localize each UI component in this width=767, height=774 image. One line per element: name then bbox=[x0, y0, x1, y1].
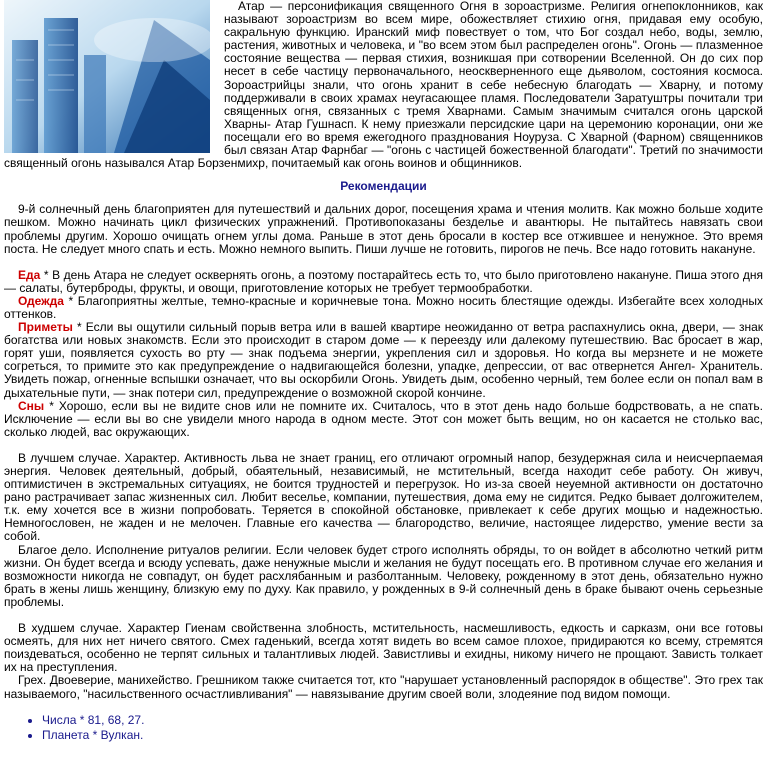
dreams-label: Сны bbox=[18, 398, 45, 413]
clothes-paragraph bbox=[4, 295, 763, 321]
dreams-text: * Хорошо, если вы не видите снов или не помните их. Считалось, что в этот день надо больше бодрствовать, а не спать. Исключение — если вы во сне увидели много народа в одном месте. Этот сон может быть вещим, но он касается не столько вас, сколько людей, вас окружающих. bbox=[4, 398, 763, 439]
list-item: • Планета * Вулкан. bbox=[42, 728, 763, 743]
food-text: * В день Атара не следует осквернять огонь, а поэтому постарайтесь есть то, что было приготовлено накануне. Пиша этого дня — салаты, бутерброды, фрукты, и овощи, приготовление которых не требует термообработки. bbox=[4, 267, 763, 295]
omens-text: * Если вы ощутили сильный порыв ветра или в вашей квартире неожиданно от ветра распахнулись окна, двери, — знак богатства или новых знакомств. Если это происходит в старом доме — к переезду или далекому путешествию. Вас бросает в жар, горят уши, появляется сухость во рту — знак подъема энергии, укрепления сил и здоровья. Но когда вы мерзнете и не можете согреться, то примите это как предупреждение о надвигающейся болезни, упадке, депрессии, от вас отвернется Ангел- Хранитель. Увидеть пожар, огненные вспышки означает, что вы оскорбили Огонь. Увидеть дым, особенно черный, тем более если он попал вам в дыхательные пути, — знак потери сил, предупреждение о возможной скорой кончине. bbox=[4, 320, 763, 400]
worst-case-paragraph: В худшем случае. Характер Гиенам свойственна злобность, мстительность, насмешливость, едкость и сарказм, они все готовы осмеять, для них нет ничего святого. Смех гаденький, всегда хотят видеть во всем самое плохое, придираются ко всему, стремятся поиздеваться, особенно не терпят сильных и талантливых людей. Завистливы и ехидны, никому ничего не прощают. Зависть толкает их на преступления. bbox=[4, 621, 763, 675]
sin-paragraph: Грех. Двоеверие, манихейство. Грешником также считается тот, кто "нарушает установленный распорядок в обществе". Это грех так называемого, "насильственного осчастливливания" — навязывание другим своей воли, злодеяние под видом помощи. bbox=[4, 673, 763, 701]
recommendations-paragraph: 9-й солнечный день благоприятен для путешествий и дальних дорог, посещения храма и чтения молитв. Как можно больше ходите пешком. Можно начинать цикл физических упражнений. Противопоказаны безделье и авантюры. Не пытайтесь навязать свои проблемы другим. Хорошо очищать огнем углы дома. Раньше в этот день бросали в костер все отжившее и ненужное. Это время поста. Не следует много спать и есть. Можно немного выпить. Пиши лучше не готовить, пирогов не печь. Все надо готовить накануне. bbox=[4, 202, 763, 256]
dreams-paragraph bbox=[4, 400, 763, 439]
omens-label: Приметы bbox=[18, 320, 73, 335]
best-case-paragraph: В лучшем случае. Характер. Активность льва не знает границ, его отличают огромный напор, безудержная сила и неисчерпаемая энергия. Человек деятельный, добрый, обаятельный, независимый, не мстительный, всегда находит себе работу. Он живуч, оптимистичен в экстремальных ситуациях, не боится трудностей и перегрузок. Но из-за своей неуемной активности он достаточно рано растрачивает запас жизненных сил. Любит веселье, компании, путешествия, дома ему не сидится. Редко бывает долгожителем, т.к. ему хочется все в жизни попробовать. Теряется в спокойной обстановке, привлекает к себе других мощью и надежностью. Немногословен, не жаден и не мелочен. Главные его качества — благородство, величие, настоящее лидерство, умение вести за собой. bbox=[4, 450, 763, 544]
clothes-label: Одежда bbox=[18, 293, 64, 308]
hero-image bbox=[4, 0, 210, 153]
intro-paragraph: Атар — персонификация священного Огня в зороастризме. Религия огнепоклонников, как называют зороастризм во всем мире, обожествляет стихию огня, придавая ему особую, сакральную функцию. Иранский миф повествует о том, что Бог создал небо, воды, землю, растения, животных и человека, и "во всем этом был распределен огонь". Огонь — плазменное состояние вещества — первая стихия, возникшая при сотворении Вселенной. Он до сих пор несет в себе частицу первоначального, неоскверненного еще дьяволом, состояния космоса. Зороастрийцы знали, что огонь хранит в себе небесную благодать — Хварну, и потому поддерживали в своих храмах неугасающее пламя. Последователи Заратуштры почитали три священных огня, связанных с тремя Хварнами. Самым значимым считался огонь царской Хварны- Атар Гушнасп. К нему приезжали персидские цари на церемонию коронации, они же посещали его во время ежегодного празднования Ноуруза. С Хварной (Фарном) священников был связан Атар Фарнбаг — "огонь с частицей божественной благодати". Третий по значимости священный огонь назывался Атар Борзенмихр, почитаемый как огонь воинов и общинников. bbox=[4, 0, 763, 171]
food-label: Еда bbox=[18, 267, 41, 282]
food-paragraph bbox=[4, 269, 763, 295]
facts-list bbox=[4, 713, 763, 743]
list-item: • Числа * 81, 68, 27. bbox=[42, 713, 763, 728]
good-deed-paragraph: Благое дело. Исполнение ритуалов религии. Если человек будет строго исполнять обряды, то он войдет в абсолютно четкий ритм жизни. Он будет всегда и всюду успевать, даже ненужные мысли и желания не будут посещать его. В противном случае его желания и возможности никогда не совпадут, он будет расхлябанным и разболтанным. Человеку, рожденному в этот день, обязательно нужно брать в жены лишь женщину, близкую ему по духу. Как правило, у рожденных в 9-й солнечный день в браке бывают очень серьезные проблемы. bbox=[4, 542, 763, 609]
omens-paragraph bbox=[4, 321, 763, 400]
section-heading: Рекомендации bbox=[340, 179, 427, 194]
clothes-text: * Благоприятны желтые, темно-красные и коричневые тона. Можно носить блестящие одежды. Избегайте всех холодных оттенков. bbox=[4, 293, 763, 321]
